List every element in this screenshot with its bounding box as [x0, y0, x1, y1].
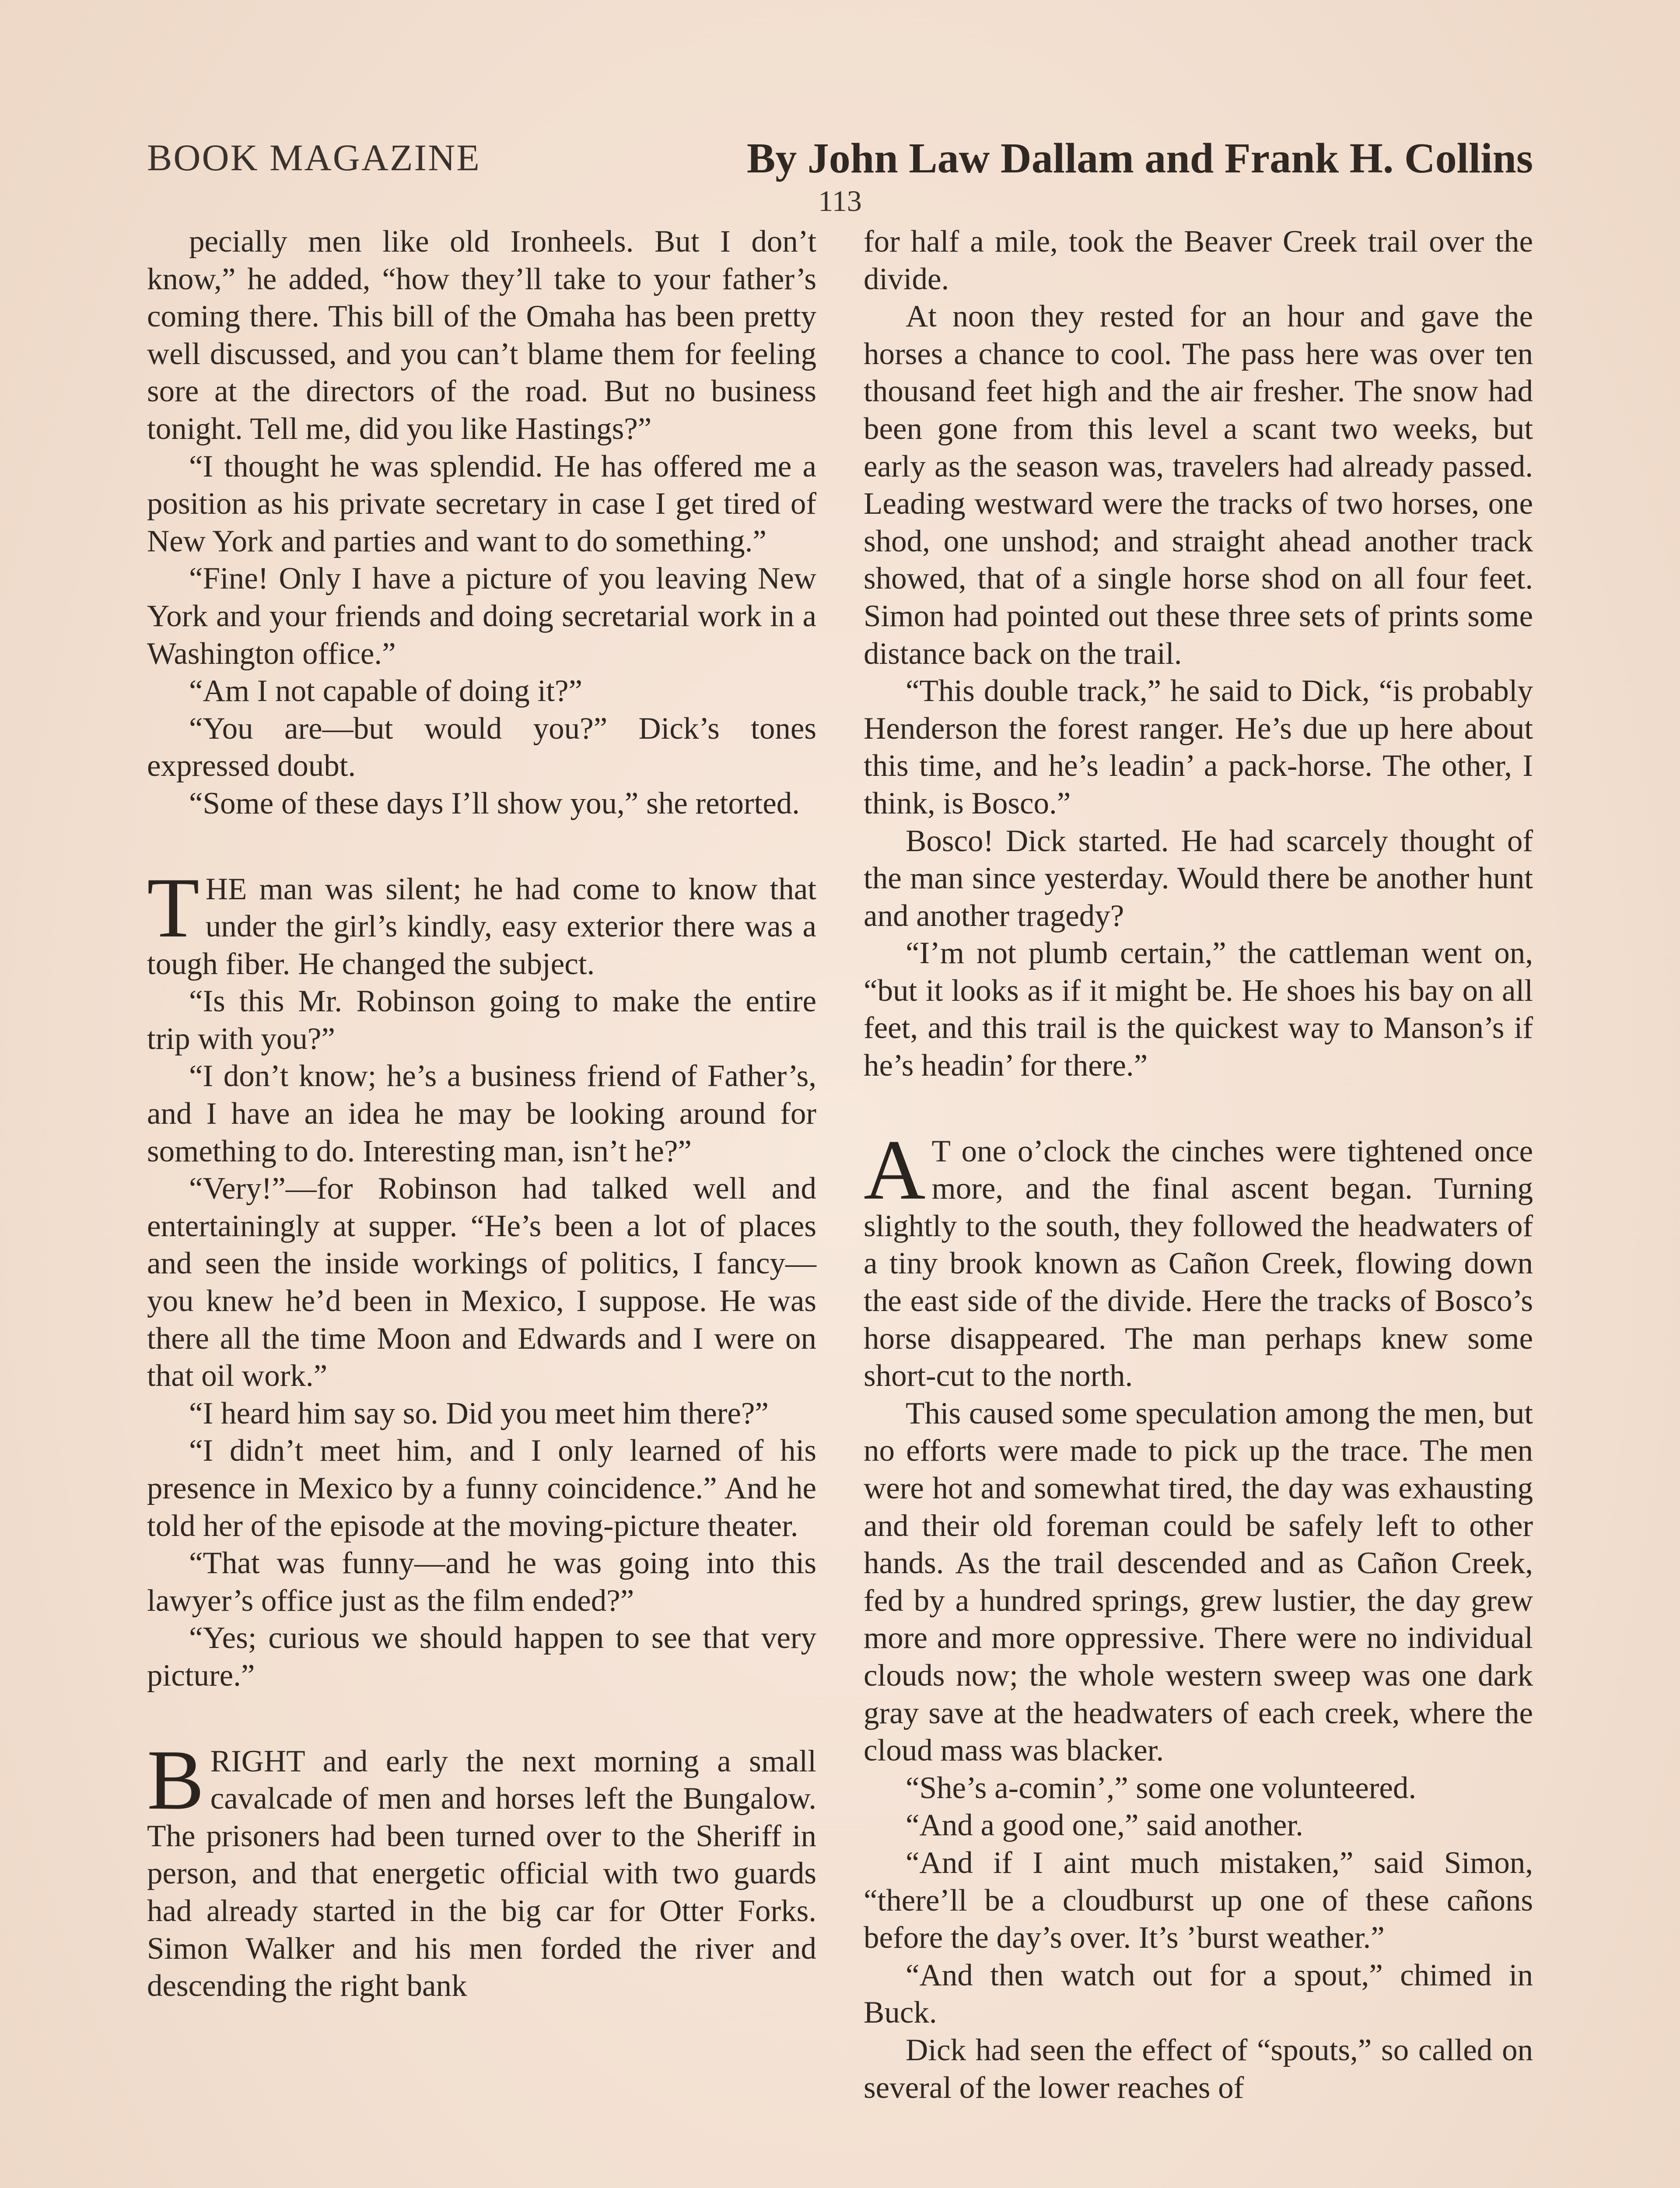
paragraph [864, 1122, 1533, 1395]
paragraph-text: “Is this Mr. Robinson going to make the entire trip with you?” [147, 984, 816, 1056]
paragraph-text: “That was funny—and he was going into this lawyer’s office just as the film ended?” [147, 1546, 816, 1618]
drop-cap: T [147, 860, 200, 955]
paragraph [864, 223, 1533, 298]
paragraph-text: At noon they rested for an hour and gave the horses a chance to cool. The pass here was over ten thousand feet high and the air fresher. The snow had been gone from this level a scant two weeks, but early as the season was, travelers had already passed. Leading westward were the tracks of two horses, one shod, one unshod; and straight ahead another track showed, that of a single horse shod on all four feet. Simon had pointed out these three sets of prints some distance back on the trail. [864, 299, 1533, 671]
page-number: 113 [818, 184, 862, 217]
paragraph [864, 1770, 1533, 1807]
paragraph-text: Bosco! Dick started. He had scarcely thought of the man since yesterday. Would there be another hunt and another tragedy? [864, 824, 1533, 933]
paragraph [147, 1432, 816, 1545]
drop-cap: A [864, 1122, 926, 1217]
paragraph-text: “Yes; curious we should happen to see that very picture.” [147, 1621, 816, 1693]
paragraph [864, 298, 1533, 673]
paragraph [864, 935, 1533, 1084]
paragraph-text: “Very!”—for Robinson had talked well and entertainingly at supper. “He’s been a lot of places and seen the inside workings of politics, I fancy—you knew he’d been in Mexico, I suppose. He was there all the time Moon and Edwards and I were on that oil work.” [147, 1171, 816, 1393]
paragraph [147, 448, 816, 561]
paragraph [147, 1545, 816, 1620]
running-header [147, 128, 1533, 185]
paragraph-text: “This double track,” he said to Dick, “is probably Henderson the forest ranger. He’s due up here about this time, and he’s leadin’ a pack-horse. The other, I think, is Bosco.” [864, 674, 1533, 820]
paragraph-text: “And then watch out for a spout,” chimed in Buck. [864, 1958, 1533, 2030]
paragraph [147, 673, 816, 710]
paragraph [147, 1170, 816, 1395]
paragraph [147, 860, 816, 983]
paragraph-text: “And a good one,” said another. [906, 1808, 1303, 1843]
paragraph [864, 1957, 1533, 2032]
paragraph-text: “I don’t know; he’s a business friend of Father’s, and I have an idea he may be looking around for something to do. Interesting man, isn’t he?” [147, 1059, 816, 1168]
drop-cap: B [147, 1732, 204, 1827]
paragraph-text: HE man was silent; he had come to know that under the girl’s kindly, easy exterior there was a tough fiber. He changed the subject. [147, 872, 816, 981]
paragraph-text: “Am I not capable of doing it?” [189, 674, 583, 708]
magazine-title: BOOK MAGAZINE [147, 137, 481, 179]
paragraph-text: “I didn’t meet him, and I only learned of his presence in Mexico by a funny coincidence.” And he told her of the episode at the moving-picture theater. [147, 1434, 816, 1543]
author-byline: By John Law Dallam and Frank H. Collins [746, 135, 1533, 182]
paragraph [147, 710, 816, 785]
left-column [147, 223, 816, 2188]
paragraph-text: “Some of these days I’ll show you,” she retorted. [189, 786, 800, 820]
paragraph [147, 785, 816, 823]
paragraph [864, 1807, 1533, 1844]
paragraph [147, 560, 816, 673]
paragraph [147, 1620, 816, 1694]
paragraph [147, 983, 816, 1058]
paragraph-text: This caused some speculation among the men, but no efforts were made to pick up the trace. The men were hot and somewhat tired, the day was exhausting and their old foreman could be safely left to other hands. As the trail descended and as Cañon Creek, fed by a hundred springs, grew lustier, the day grew more and more oppressive. There were no individual clouds now; the whole western sweep was one dark gray save at the headwaters of each creek, where the cloud mass was blacker. [864, 1396, 1533, 1768]
paragraph-text: pecially men like old Ironheels. But I don’t know,” he added, “how they’ll take to your father’s coming there. This bill of the Omaha has been pretty well discussed, and you can’t blame them for feeling sore at the directors of the road. But no business tonight. Tell me, did you like Hastings?” [147, 224, 816, 446]
paragraph-text: “I thought he was splendid. He has offered me a position as his private secretary in case I get tired of New York and parties and want to do something.” [147, 449, 816, 558]
paragraph-text: “She’s a-comin’,” some one volunteered. [906, 1771, 1417, 1805]
paragraph-text: T one o’clock the cinches were tightened once more, and the final ascent began. Turning slightly to the south, they followed the headwaters of a tiny brook known as Cañon Creek, flowing down the east side of the divide. Here the tracks of Bosco’s horse disappeared. The man perhaps knew some short-cut to the north. [864, 1134, 1533, 1393]
paragraph-text: for half a mile, took the Beaver Creek trail over the divide. [864, 224, 1533, 296]
paragraph-text: “I’m not plumb certain,” the cattleman went on, “but it looks as if it might be. He shoes his bay on all feet, and this trail is the quickest way to Manson’s if he’s headin’ for there.” [864, 936, 1533, 1083]
paragraph [864, 1844, 1533, 1957]
right-column [864, 223, 1533, 2188]
paragraph-text: RIGHT and early the next morning a small cavalcade of men and horses left the Bungalow. The prisoners had been turned over to the Sheriff in person, and that energetic official with two guards had already started in the big car for Otter Forks. Simon Walker and his men forded the river and descending the right bank [147, 1744, 816, 2003]
paragraph-text: “Fine! Only I have a picture of you leaving New York and your friends and doing secretarial work in a Washington office.” [147, 561, 816, 671]
paragraph [147, 1732, 816, 2005]
paragraph-text: “And if I aint much mistaken,” said Simon, “there’ll be a cloudburst up one of these cañons before the day’s over. It’s ’burst weather.” [864, 1845, 1533, 1955]
paragraph [864, 673, 1533, 822]
paragraph [864, 823, 1533, 935]
paragraph-text: Dick had seen the effect of “spouts,” so called on several of the lower reaches of [864, 2033, 1533, 2105]
paragraph-text: “I heard him say so. Did you meet him there?” [189, 1396, 769, 1431]
paragraph [864, 2032, 1533, 2107]
paragraph [147, 1395, 816, 1433]
article-body [147, 223, 1533, 2188]
paragraph [864, 1395, 1533, 1770]
paragraph [147, 223, 816, 448]
paragraph-text: “You are—but would you?” Dick’s tones expressed doubt. [147, 711, 816, 783]
paragraph [147, 1058, 816, 1170]
